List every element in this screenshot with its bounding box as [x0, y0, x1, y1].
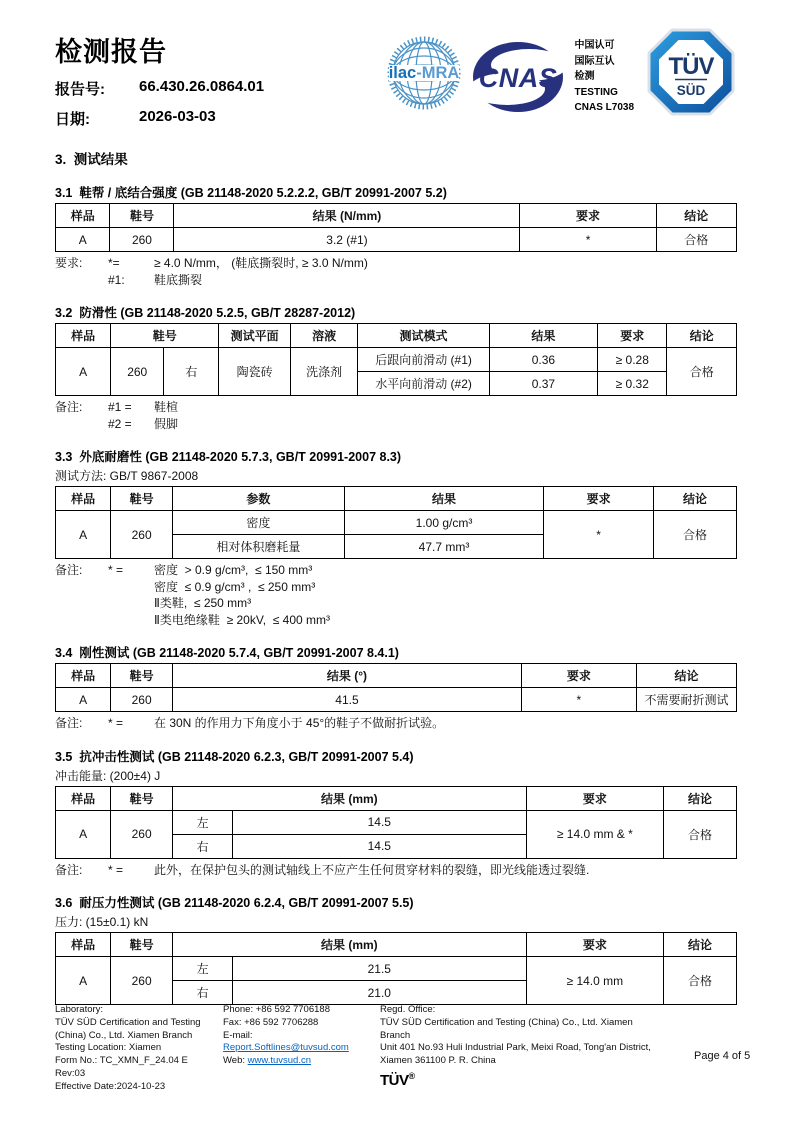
cell-size: 260 [110, 228, 174, 252]
remark-line [55, 399, 737, 416]
remark-line [55, 862, 737, 879]
remark-marker: * = [108, 862, 124, 877]
section-bond-strength [55, 183, 737, 288]
footer-line: Effective Date:2024-10-23 [55, 1080, 166, 1092]
section-abrasion-resistance [55, 447, 737, 628]
footer-line: (China) Co., Ltd. Xiamen Branch [55, 1029, 193, 1041]
cell-result: 47.7 mm³ [344, 535, 544, 559]
section-standard: (GB 21148-2020 6.2.3, GB/T 20991-2007 5.4) [157, 749, 414, 764]
header-cell-size: 鞋号 [111, 487, 173, 511]
section-standard: (GB 21148-2020 5.7.3, GB/T 20991-2007 8.3) [145, 450, 402, 464]
cell-mode: 后跟向前滑动 (#1) [358, 348, 489, 372]
section-title-text: 3.6 耐压力性测试 [55, 896, 155, 910]
cell-side: 右 [173, 981, 233, 1005]
footer-line: Laboratory: [55, 1004, 104, 1015]
table-row [56, 348, 737, 372]
remark-line [55, 579, 737, 596]
section-title-text: 3.1 鞋帮 / 底结合强度 [55, 186, 178, 200]
cell-surface: 陶瓷砖 [219, 348, 291, 396]
footer-email-link[interactable]: Report.Softlines@tuvsud.com [223, 1042, 349, 1054]
remark-marker: * = [108, 563, 124, 577]
header-cell-result: 结果 (mm) [173, 786, 526, 810]
table-row [56, 228, 737, 252]
header-cell-conclusion: 结论 [653, 487, 736, 511]
svg-text:SÜD: SÜD [676, 83, 706, 98]
section-title-text: 3.4 刚性测试 [55, 646, 130, 660]
cell-requirement: ≥ 0.28 [598, 348, 667, 372]
tuv-sud-logo-icon [645, 26, 737, 123]
svg-text:TÜV: TÜV [668, 53, 714, 80]
cell-conclusion: 合格 [653, 511, 736, 559]
accreditation-line: CNAS L7038 [574, 102, 634, 113]
remark-text: 在 30N 的作用力下角度小于 45°的鞋子不做耐折试验。 [154, 716, 445, 730]
remark-marker: #1 = [108, 400, 132, 414]
section-impact-resistance [55, 747, 737, 879]
remark-marker: #2 = [108, 416, 132, 431]
cell-solution: 洗涤剂 [290, 348, 357, 396]
header-cell-conclusion: 结论 [636, 664, 736, 688]
report-number-label: 报告号: [55, 81, 105, 98]
cell-mode: 水平向前滑动 (#2) [358, 372, 489, 396]
header-cell-surface: 测试平面 [219, 324, 291, 348]
cell-side: 左 [173, 957, 233, 981]
remark-text: Ⅱ类电绝缘鞋 ≥ 20kV, ≤ 400 mm³ [154, 612, 331, 627]
report-header [55, 30, 737, 128]
cell-size: 260 [111, 957, 173, 1005]
report-date-value: 2026-03-03 [139, 108, 216, 125]
cnas-logo-icon [472, 40, 564, 119]
remark-line [55, 562, 737, 579]
remarks-block [55, 252, 737, 288]
cell-sample: A [56, 688, 111, 712]
footer-line: Form No.: TC_XMN_F_24.04 E [55, 1055, 188, 1067]
section-title-text: 3.2 防滑性 [55, 306, 117, 320]
section-title [55, 447, 737, 465]
header-cell-requirement: 要求 [520, 204, 656, 228]
section-title-text: 3.5 抗冲击性测试 [55, 749, 155, 764]
header-cell-size: 鞋号 [111, 664, 173, 688]
footer-line: Branch [380, 1029, 411, 1041]
section-compression-resistance [55, 893, 737, 1005]
cell-requirement: * [521, 688, 636, 712]
header-cell-conclusion: 结论 [664, 933, 737, 957]
impact-table [55, 786, 737, 859]
header-cell-solution: 溶液 [290, 324, 357, 348]
header-cell-conclusion: 结论 [664, 786, 737, 810]
cell-requirement: * [544, 511, 654, 559]
remarks-block [55, 712, 737, 732]
section-title [55, 747, 737, 765]
remark-label: 备注: [55, 716, 83, 730]
cell-conclusion: 合格 [664, 957, 737, 1005]
accreditation-line: 中国认可 [574, 40, 615, 51]
remark-line [55, 612, 737, 629]
table-row [56, 511, 737, 535]
report-number-value: 66.430.26.0864.01 [139, 78, 265, 95]
table-row [56, 957, 737, 981]
header-cell-result: 结果 (mm) [173, 933, 526, 957]
cell-result: 1.00 g/cm³ [344, 511, 544, 535]
tuv-wordmark: TÜV® [380, 1070, 415, 1089]
logo-strip [387, 26, 737, 123]
header-cell-sample: 样品 [56, 487, 111, 511]
section-title [55, 303, 737, 321]
report-date-row [55, 108, 264, 129]
cell-parameter: 相对体积磨耗量 [173, 535, 345, 559]
remarks-block [55, 859, 737, 879]
registered-mark: ® [408, 1070, 415, 1081]
header-cell-requirement: 要求 [526, 933, 664, 957]
footer-line: TÜV SÜD Certification and Testing [55, 1016, 201, 1028]
header-cell-sample: 样品 [56, 664, 111, 688]
remark-text: 密度 ≤ 0.9 g/cm³ , ≤ 250 mm³ [154, 579, 316, 594]
page-number: Page 4 of 5 [694, 1050, 751, 1062]
remark-label: 备注: [55, 862, 83, 877]
section-title [55, 893, 737, 911]
svg-text:ilac-MRA: ilac-MRA [388, 64, 459, 82]
header-cell-size: 鞋号 [110, 204, 174, 228]
footer-contact-block [223, 1004, 380, 1094]
test-method-line: 测试方法: GB/T 9867-2008 [55, 469, 199, 483]
section-standard: (GB 21148-2020 6.2.4, GB/T 20991-2007 5.5) [157, 896, 414, 910]
cell-size: 260 [111, 348, 164, 396]
abrasion-table [55, 486, 737, 559]
remark-line [55, 416, 737, 433]
section-stiffness-test [55, 643, 737, 732]
cell-result: 14.5 [233, 834, 527, 858]
accreditation-text [575, 38, 634, 116]
header-cell-parameter: 参数 [173, 487, 345, 511]
section-slip-resistance [55, 303, 737, 432]
accreditation-line: 国际互认 [574, 55, 615, 67]
remark-marker: *= [108, 256, 120, 270]
cell-result: 41.5 [173, 688, 522, 712]
svg-text:CNAS: CNAS [478, 63, 557, 93]
pressure-line: 压力: (15±0.1) kN [55, 915, 149, 929]
page-title: 检测报告 [55, 37, 167, 67]
remarks-block [55, 559, 737, 628]
footer-line: Regd. Office: [380, 1004, 436, 1015]
impact-energy-line: 冲击能量: (200±4) J [55, 768, 161, 783]
report-body [55, 148, 737, 1005]
compression-table [55, 932, 737, 1005]
footer-office-block [380, 1004, 680, 1094]
remark-text: 假脚 [154, 416, 179, 431]
report-number-row [55, 78, 264, 99]
header-cell-requirement: 要求 [598, 324, 667, 348]
header-cell-mode: 测试模式 [358, 324, 489, 348]
table-row [56, 810, 737, 834]
remark-text: ≥ 4.0 N/mm， (鞋底撕裂时, ≥ 3.0 N/mm) [154, 256, 368, 270]
footer-web-link[interactable]: www.tuvsud.cn [247, 1055, 312, 1067]
cell-conclusion: 不需要耐折测试 [636, 688, 736, 712]
header-cell-size: 鞋号 [111, 786, 173, 810]
cell-size: 260 [111, 688, 173, 712]
header-cell-result: 结果 (°) [173, 664, 522, 688]
cell-result: 3.2 (#1) [174, 228, 520, 252]
results-heading: 3. 测试结果 [55, 152, 128, 167]
report-header-left [55, 30, 264, 129]
accreditation-line: 检测 [574, 71, 595, 82]
footer-laboratory-block [55, 1004, 223, 1094]
report-date-label: 日期: [55, 111, 90, 128]
remark-text: 鞋底撕裂 [154, 272, 203, 287]
cell-result: 14.5 [233, 810, 527, 834]
cell-sample: A [56, 511, 111, 559]
cell-size: 260 [111, 810, 173, 858]
footer-line: Xiamen 361100 P. R. China [380, 1055, 496, 1067]
footer-line: Rev:03 [55, 1067, 86, 1079]
header-cell-sample: 样品 [56, 204, 110, 228]
header-cell-requirement: 要求 [526, 786, 664, 810]
footer-line: TÜV SÜD Certification and Testing (China) Co., Ltd. Xiamen [380, 1016, 633, 1028]
table-row [56, 688, 737, 712]
header-cell-sample: 样品 [56, 786, 111, 810]
header-cell-sample: 样品 [56, 933, 111, 957]
bond-strength-table [55, 203, 737, 252]
footer-line: Unit 401 No.93 Huli Industrial Park, Meixi Road, Tong'an District, [380, 1042, 651, 1054]
header-cell-result: 结果 [344, 487, 544, 511]
remark-line [55, 595, 737, 612]
cell-requirement: * [520, 228, 656, 252]
section-standard: (GB 21148-2020 5.2.2.2, GB/T 20991-2007 5.2) [180, 186, 447, 200]
footer-phone: Phone: +86 592 7706188 [223, 1004, 330, 1015]
header-cell-conclusion: 结论 [656, 204, 736, 228]
cell-result: 0.36 [489, 348, 597, 372]
cell-requirement: ≥ 0.32 [598, 372, 667, 396]
cell-result: 21.0 [233, 981, 527, 1005]
section-title-text: 3.3 外底耐磨性 [55, 450, 142, 464]
remark-line [55, 255, 737, 272]
remarks-block [55, 396, 737, 432]
header-cell-requirement: 要求 [544, 487, 654, 511]
stiffness-table [55, 663, 737, 712]
remark-text: 鞋楦 [154, 400, 179, 414]
remark-line [55, 272, 737, 289]
cell-sample: A [56, 810, 111, 858]
cell-sample: A [56, 348, 111, 396]
remark-text: 此外，在保护包头的测试轴线上不应产生任何贯穿材料的裂缝，即光线能透过裂缝. [154, 862, 590, 877]
cell-sample: A [56, 957, 111, 1005]
header-cell-size: 鞋号 [111, 933, 173, 957]
footer-fax: Fax: +86 592 7706288 [223, 1016, 319, 1028]
section-standard: (GB 21148-2020 5.7.4, GB/T 20991-2007 8.4.1) [132, 646, 399, 660]
header-cell-requirement: 要求 [521, 664, 636, 688]
remark-label: 备注: [55, 400, 83, 414]
section-standard: (GB 21148-2020 5.2.5, GB/T 28287-2012) [120, 306, 356, 320]
footer-line: Testing Location: Xiamen [55, 1042, 162, 1054]
remark-line [55, 715, 737, 732]
cell-size: 260 [111, 511, 173, 559]
remark-label: 要求: [55, 256, 83, 270]
header-cell-result: 结果 (N/mm) [174, 204, 520, 228]
remark-label: 备注: [55, 563, 83, 577]
cell-result: 21.5 [233, 957, 527, 981]
cell-conclusion: 合格 [667, 348, 737, 396]
ilac-mra-logo-icon [387, 36, 461, 115]
cell-side: 左 [173, 810, 233, 834]
cell-foot: 右 [164, 348, 219, 396]
cell-conclusion: 合格 [664, 810, 737, 858]
cell-side: 右 [173, 834, 233, 858]
accreditation-line: TESTING [574, 86, 618, 98]
footer-email-label: E-mail: [223, 1029, 253, 1041]
section-title [55, 643, 737, 661]
remark-marker: #1: [108, 272, 125, 287]
cell-parameter: 密度 [173, 511, 345, 535]
remark-text: Ⅱ类鞋, ≤ 250 mm³ [154, 596, 252, 610]
report-footer [55, 1004, 745, 1094]
cell-sample: A [56, 228, 110, 252]
header-cell-sample: 样品 [56, 324, 111, 348]
section-title [55, 183, 737, 201]
header-cell-conclusion: 结论 [667, 324, 737, 348]
slip-resistance-table [55, 323, 737, 396]
cell-requirement: ≥ 14.0 mm & * [526, 810, 664, 858]
cell-conclusion: 合格 [656, 228, 736, 252]
remark-text: 密度 > 0.9 g/cm³, ≤ 150 mm³ [154, 563, 313, 577]
remark-marker: * = [108, 716, 124, 730]
cell-requirement: ≥ 14.0 mm [526, 957, 664, 1005]
header-cell-size: 鞋号 [111, 324, 219, 348]
footer-web-label: Web: [223, 1055, 248, 1067]
cell-result: 0.37 [489, 372, 597, 396]
header-cell-result: 结果 [489, 324, 597, 348]
